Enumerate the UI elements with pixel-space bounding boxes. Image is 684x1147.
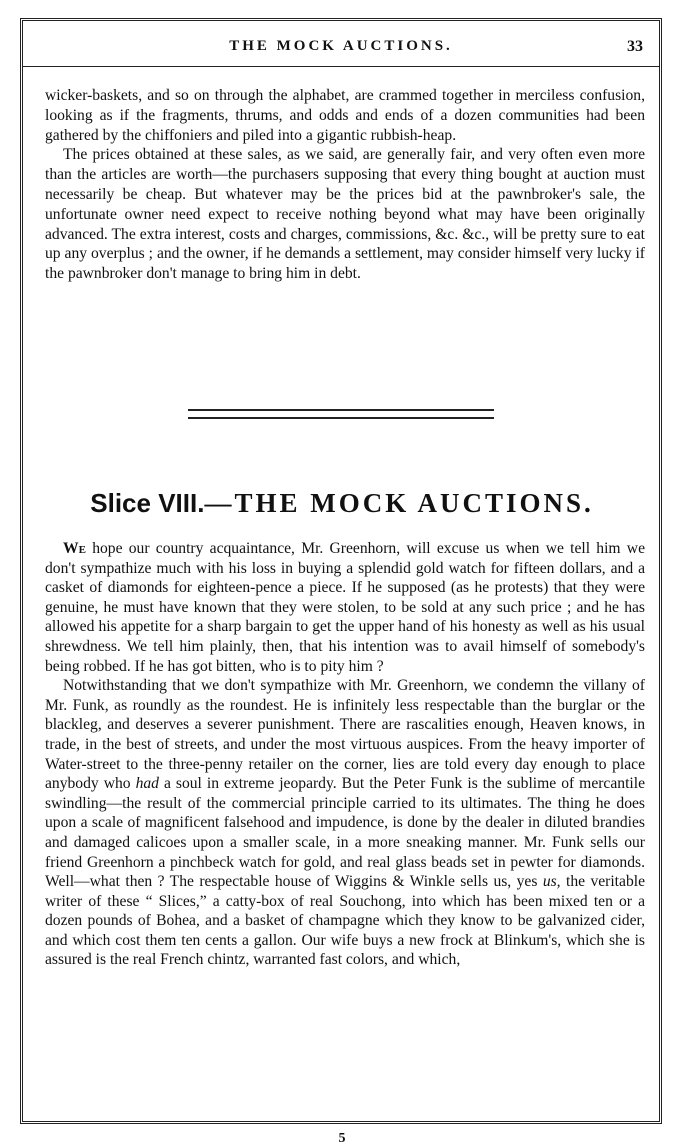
signature-mark: 5 — [338, 1131, 346, 1146]
page-number: 33 — [627, 38, 643, 55]
paragraph — [45, 539, 645, 676]
paragraph-text: the veritable writer of these “ Slices,” a catty-box of real Souchong, into which has been mixed ten or a dozen pounds of Bohea, and a basket of champagne which they know to be galvanized cider, and which cost them ten cents a gallon. Our wife buys a new frock at Blinkum's, which she is assured is the real French chintz, warranted fast colors, and which, — [45, 873, 645, 969]
paragraph-text: hope our country acquaintance, Mr. Greenhorn, will excuse us when we tell him we don't sympathize much with his loss in buying a splendid gold watch for fifteen dollars, and a casket of diamonds for eighteen-pence a piece. If he supposed (as he protests) that they were genuine, he must have known that they were stolen, to be sold at any such price ; and he has allowed his appetite for a sharp bargain to get the upper hand of his honesty as well as his usual shrewdness. We tell him plainly, then, that his intention was to avail himself of somebody's being robbed. If he has got bitten, who is to pity him ? — [45, 540, 645, 675]
paragraph — [45, 676, 645, 970]
running-title: THE MOCK AUCTIONS. — [229, 38, 453, 54]
chapter-heading — [0, 488, 684, 519]
chapter-title: —THE MOCK AUCTIONS. — [204, 488, 594, 518]
drop-lead-word: We — [63, 540, 86, 557]
paragraph-text: Notwithstanding that we don't sympathize with Mr. Greenhorn, we condemn the villany of Mr. Funk, as roundly as the roundest. He is infinitely less respectable than the burglar or the blackleg, and deserves a severer punishment. There are rascalities enough, Heaven knows, in trade, in the best of streets, and under the most virtuous auspices. From the heavy importer of Water-street to the three-penny retailer on the corner, lies are told every day enough to place anybody who — [45, 677, 645, 793]
previous-section-text — [45, 86, 645, 284]
paragraph-text: a soul in extreme jeopardy. But the Peter Funk is the sublime of mercantile swindling—the result of the commercial principle carried to its ultimates. The thing he does upon a scale of magnificent falsehood and impudence, is done by the dealer in diluted brandies and damaged calicoes upon a smaller scale, in a more sneaking manner. Mr. Funk sells our friend Greenhorn a pinchbeck watch for gold, and real glass beads set in pewter for diamonds. Well—what then ? The respectable house of Wiggins & Winkle sells us, yes — [45, 775, 645, 891]
italic-word: us, — [542, 873, 561, 891]
main-section-text — [45, 539, 645, 970]
section-divider — [188, 409, 494, 419]
italic-word: had — [135, 775, 159, 793]
chapter-label: Slice VIII. — [90, 488, 205, 518]
paragraph: The prices obtained at these sales, as we said, are generally fair, and very often even more than the articles are worth—the purchasers supposing that every thing bought at auction must necessarily be cheap. But whatever may be the prices bid at the pawnbroker's sale, the unfortunate owner need expect to receive nothing beyond what may have been originally advanced. The extra interest, costs and charges, commissions, &c. &c., will be pretty sure to eat up any overplus ; and the owner, if he demands a settlement, may consider himself very lucky if the pawnbroker don't manage to bring him in debt. — [45, 146, 645, 283]
paragraph: wicker-baskets, and so on through the alphabet, are crammed together in merciless confusion, looking as if the fragments, thrums, and odds and ends of a dozen communities had been gathered by the chiffoniers and piled into a gigantic rubbish-heap. — [45, 87, 645, 144]
running-header — [23, 32, 659, 67]
